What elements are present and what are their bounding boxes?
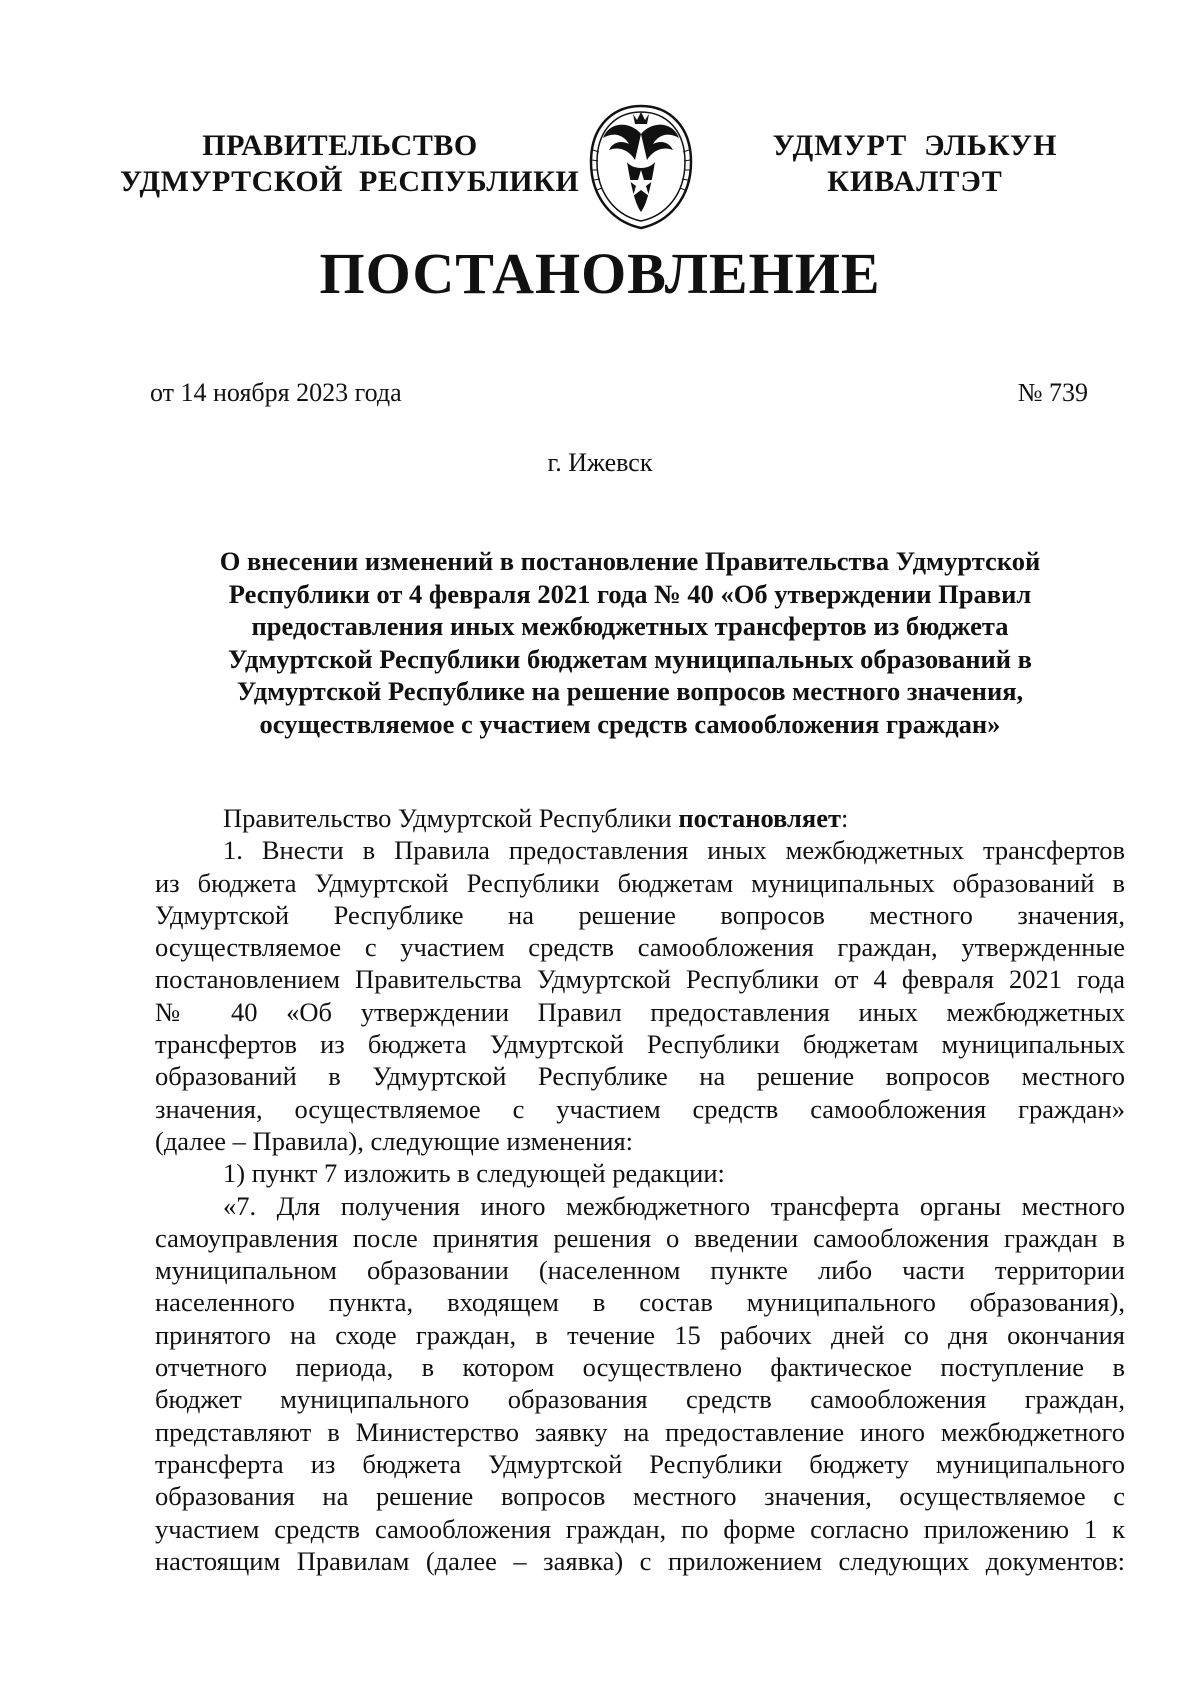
subject-line: предоставления иных межбюджетных трансфертов из бюджета bbox=[251, 611, 1009, 641]
government-name-udmurt-line1: УДМУРТ ЭЛЬКУН bbox=[772, 129, 1058, 162]
body-line: бюджет муниципального образования средств самообложения граждан, bbox=[155, 1384, 1125, 1415]
document-city: г. Ижевск bbox=[547, 448, 653, 477]
body-line: Удмуртской Республике на решение вопросов местного значения, bbox=[155, 899, 1125, 930]
body-line: образования на решение вопросов местного значения, осуществляемое с bbox=[155, 1481, 1125, 1512]
body-line: № 40 «Об утверждении Правил предоставления иных межбюджетных bbox=[155, 996, 1125, 1027]
body-line: (далее – Правила), следующие изменения: bbox=[155, 1125, 634, 1156]
body-line: осуществляемое с участием средств самообложения граждан, утвержденные bbox=[155, 932, 1125, 963]
udmurtia-coat-of-arms-icon bbox=[583, 100, 699, 232]
body-line: муниципальном образовании (населенном пункте либо части территории bbox=[155, 1255, 1125, 1286]
document-body bbox=[155, 802, 1125, 1577]
body-line: участием средств самообложения граждан, по форме согласно приложению 1 к bbox=[155, 1513, 1125, 1544]
body-line: представляют в Министерство заявку на предоставление иного межбюджетного bbox=[155, 1416, 1125, 1447]
document-subject bbox=[180, 545, 1080, 740]
subject-line: О внесении изменений в постановление Правительства Удмуртской bbox=[219, 546, 1041, 576]
subject-line: Удмуртской Республики бюджетам муниципальных образований в bbox=[228, 643, 1032, 674]
body-line: 1. Внести в Правила предоставления иных межбюджетных трансфертов bbox=[223, 835, 1125, 866]
document-type-title: ПОСТАНОВЛЕНИЕ bbox=[319, 241, 881, 306]
body-intro-bold: постановляет bbox=[678, 803, 842, 833]
body-line: трансфертов из бюджета Удмуртской Республики бюджетам муниципальных bbox=[155, 1029, 1125, 1060]
body-line: «7. Для получения иного межбюджетного трансферта органы местного bbox=[223, 1190, 1125, 1221]
body-line: постановлением Правительства Удмуртской Республики от 4 февраля 2021 года bbox=[155, 964, 1125, 995]
body-intro bbox=[155, 802, 1125, 834]
body-line: трансферта из бюджета Удмуртской Республики бюджету муниципального bbox=[155, 1448, 1125, 1479]
government-name-udmurt bbox=[750, 128, 1080, 200]
body-line: отчетного периода, в котором осуществлено фактическое поступление в bbox=[155, 1352, 1125, 1383]
body-line: самоуправления после принятия решения о введении самообложения граждан в bbox=[155, 1222, 1125, 1253]
government-name-line1: ПРАВИТЕЛЬСТВО bbox=[202, 129, 478, 162]
body-intro-end: : bbox=[841, 803, 849, 833]
body-line: значения, осуществляемое с участием средств самообложения граждан» bbox=[155, 1093, 1125, 1124]
government-name-russian bbox=[120, 128, 580, 200]
government-name-line2: УДМУРТСКОЙ РЕСПУБЛИКИ bbox=[120, 165, 580, 198]
document-number: № 739 bbox=[1017, 378, 1088, 407]
body-line: из бюджета Удмуртской Республики бюджетам муниципальных образований в bbox=[155, 867, 1125, 898]
subject-line: осуществляемое с участием средств самообложения граждан» bbox=[259, 708, 1001, 739]
body-line: населенного пункта, входящем в состав муниципального образования), bbox=[155, 1287, 1125, 1318]
body-line: принятого на сходе граждан, в течение 15 рабочих дней со дня окончания bbox=[155, 1319, 1125, 1350]
body-line: 1) пункт 7 изложить в следующей редакции: bbox=[223, 1158, 725, 1189]
subject-line: Удмуртской Республике на решение вопросов местного значения, bbox=[236, 676, 1024, 706]
body-line: настоящим Правилам (далее – заявка) с приложением следующих документов: bbox=[155, 1545, 1125, 1576]
body-intro-text: Правительство Удмуртской Республики bbox=[223, 803, 679, 833]
document-date: от 14 ноября 2023 года bbox=[150, 378, 402, 407]
subject-line: Республики от 4 февраля 2021 года № 40 «Об утверждении Правил bbox=[228, 578, 1032, 609]
body-line: образований в Удмуртской Республике на решение вопросов местного bbox=[155, 1061, 1125, 1092]
government-name-udmurt-line2: КИВАЛТЭТ bbox=[827, 165, 1003, 198]
